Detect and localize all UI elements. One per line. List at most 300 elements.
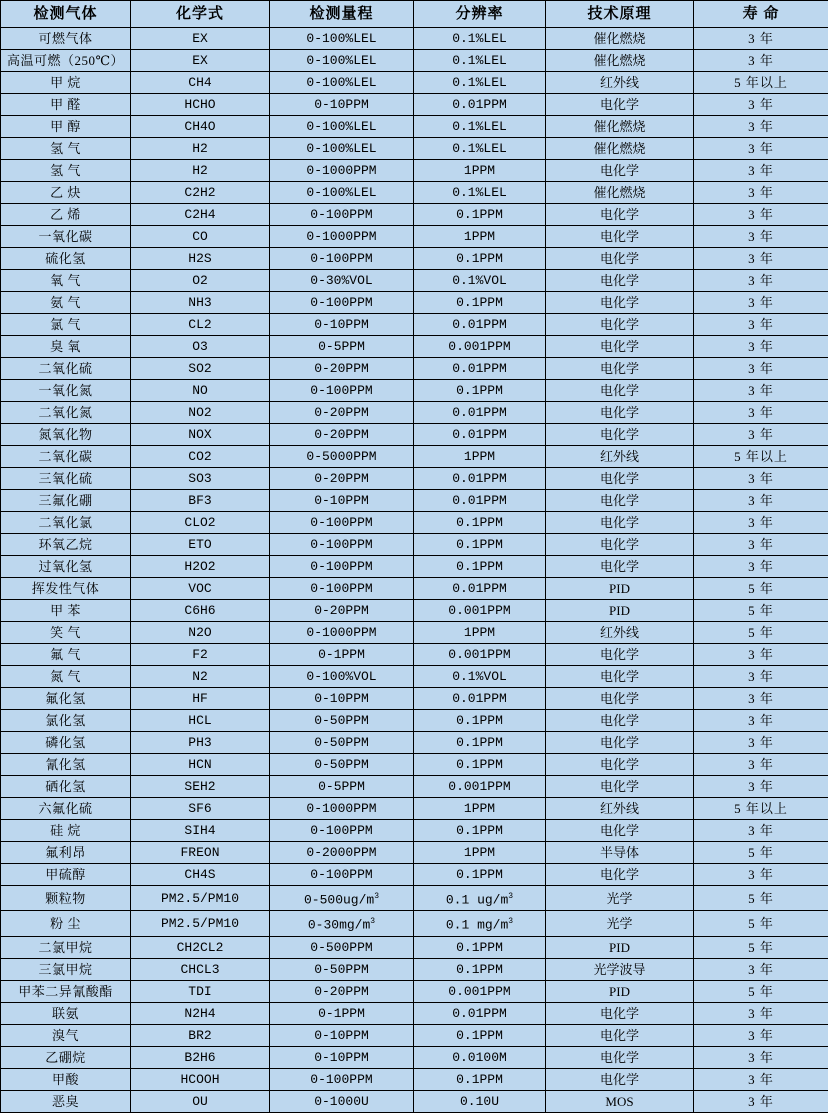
cell-resolution: 1PPM	[414, 226, 546, 248]
cell-gas: 氰化氢	[1, 754, 131, 776]
cell-gas: 甲 苯	[1, 600, 131, 622]
table-row	[1, 666, 828, 688]
cell-resolution: 0.1PPM	[414, 936, 546, 958]
cell-technology: 电化学	[546, 534, 694, 556]
cell-formula: B2H6	[131, 1046, 270, 1068]
cell-formula: BF3	[131, 490, 270, 512]
cell-gas: 过氧化氢	[1, 556, 131, 578]
cell-formula: EX	[131, 28, 270, 50]
cell-resolution: 0.1%LEL	[414, 116, 546, 138]
cell-range: 0-10PPM	[270, 1046, 414, 1068]
cell-range: 0-100PPM	[270, 534, 414, 556]
column-header-lifetime: 寿 命	[694, 1, 828, 28]
cell-lifetime: 5 年以上	[694, 72, 828, 94]
cell-technology: 催化燃烧	[546, 116, 694, 138]
cell-resolution: 0.1%VOL	[414, 270, 546, 292]
cell-range: 0-5PPM	[270, 336, 414, 358]
cell-gas: 氟利昂	[1, 842, 131, 864]
table-row	[1, 1024, 828, 1046]
cell-formula: CL2	[131, 314, 270, 336]
cell-resolution: 0.1%VOL	[414, 666, 546, 688]
table-row	[1, 424, 828, 446]
table-row	[1, 754, 828, 776]
table-row	[1, 28, 828, 50]
table-row	[1, 688, 828, 710]
cell-technology: PID	[546, 578, 694, 600]
cell-range: 0-20PPM	[270, 358, 414, 380]
cell-formula: CO2	[131, 446, 270, 468]
cell-gas: 恶臭	[1, 1090, 131, 1112]
cell-resolution: 0.001PPM	[414, 644, 546, 666]
cell-formula: C2H2	[131, 182, 270, 204]
cell-range: 0-100PPM	[270, 292, 414, 314]
cell-formula: CHCL3	[131, 958, 270, 980]
table-row	[1, 446, 828, 468]
cell-range: 0-20PPM	[270, 600, 414, 622]
cell-gas: 氯 气	[1, 314, 131, 336]
cell-technology: 催化燃烧	[546, 50, 694, 72]
table-row	[1, 292, 828, 314]
column-header-formula: 化学式	[131, 1, 270, 28]
table-row	[1, 94, 828, 116]
cell-technology: PID	[546, 936, 694, 958]
cell-resolution: 0.1PPM	[414, 204, 546, 226]
table-row	[1, 622, 828, 644]
cell-gas: 甲硫醇	[1, 864, 131, 886]
table-row	[1, 270, 828, 292]
table-row	[1, 248, 828, 270]
cell-range: 0-50PPM	[270, 732, 414, 754]
cell-gas: 三氯甲烷	[1, 958, 131, 980]
cell-formula: NO2	[131, 402, 270, 424]
cell-technology: 电化学	[546, 160, 694, 182]
cell-technology: 电化学	[546, 380, 694, 402]
cell-lifetime: 3 年	[694, 358, 828, 380]
cell-range: 0-2000PPM	[270, 842, 414, 864]
cell-gas: 一氧化氮	[1, 380, 131, 402]
cell-resolution: 0.10U	[414, 1090, 546, 1112]
cell-technology: 半导体	[546, 842, 694, 864]
cell-range: 0-100PPM	[270, 578, 414, 600]
cell-formula: SO2	[131, 358, 270, 380]
cell-resolution: 0.1PPM	[414, 534, 546, 556]
cell-range: 0-20PPM	[270, 980, 414, 1002]
cell-formula: HCHO	[131, 94, 270, 116]
cell-technology: 电化学	[546, 512, 694, 534]
cell-gas: 氨 气	[1, 292, 131, 314]
cell-formula: HCOOH	[131, 1068, 270, 1090]
cell-range: $0-500ug/m^3$	[270, 886, 414, 911]
cell-range: 0-10PPM	[270, 688, 414, 710]
cell-gas: 氮氧化物	[1, 424, 131, 446]
cell-lifetime: 3 年	[694, 1068, 828, 1090]
cell-lifetime: 3 年	[694, 402, 828, 424]
cell-lifetime: 3 年	[694, 204, 828, 226]
table-row	[1, 1090, 828, 1112]
cell-range: 0-5000PPM	[270, 446, 414, 468]
cell-formula: TDI	[131, 980, 270, 1002]
cell-gas: 氢 气	[1, 160, 131, 182]
cell-range: 0-50PPM	[270, 958, 414, 980]
cell-resolution: 0.1PPM	[414, 292, 546, 314]
cell-technology: PID	[546, 980, 694, 1002]
cell-gas: 氧 气	[1, 270, 131, 292]
column-header-range: 检测量程	[270, 1, 414, 28]
cell-gas: 二氧化氮	[1, 402, 131, 424]
cell-formula: O3	[131, 336, 270, 358]
table-row	[1, 534, 828, 556]
cell-resolution: 1PPM	[414, 798, 546, 820]
cell-range: 0-100%VOL	[270, 666, 414, 688]
cell-resolution: 0.001PPM	[414, 600, 546, 622]
cell-range: 0-1000PPM	[270, 622, 414, 644]
cell-lifetime: 3 年	[694, 864, 828, 886]
cell-range: 0-100PPM	[270, 1068, 414, 1090]
cell-range: 0-20PPM	[270, 402, 414, 424]
cell-formula: EX	[131, 50, 270, 72]
cell-technology: 电化学	[546, 292, 694, 314]
cell-formula: H2	[131, 138, 270, 160]
cell-lifetime: 3 年	[694, 380, 828, 402]
cell-resolution: 0.1PPM	[414, 864, 546, 886]
cell-gas: 二氧化硫	[1, 358, 131, 380]
table-row	[1, 138, 828, 160]
cell-gas: 甲 烷	[1, 72, 131, 94]
cell-resolution: 0.1%LEL	[414, 72, 546, 94]
cell-technology: 电化学	[546, 402, 694, 424]
cell-resolution: 1PPM	[414, 842, 546, 864]
table-row	[1, 1002, 828, 1024]
cell-formula: SEH2	[131, 776, 270, 798]
cell-gas: 三氟化硼	[1, 490, 131, 512]
table-header-row	[1, 1, 828, 28]
cell-resolution: 0.01PPM	[414, 358, 546, 380]
cell-gas: 二氧化碳	[1, 446, 131, 468]
cell-resolution: 0.001PPM	[414, 776, 546, 798]
table-row	[1, 50, 828, 72]
table-row	[1, 490, 828, 512]
cell-gas: 笑 气	[1, 622, 131, 644]
cell-resolution: 0.01PPM	[414, 490, 546, 512]
cell-lifetime: 3 年	[694, 688, 828, 710]
cell-technology: 电化学	[546, 1046, 694, 1068]
table-row	[1, 776, 828, 798]
cell-technology: 电化学	[546, 226, 694, 248]
cell-technology: 电化学	[546, 688, 694, 710]
cell-formula: H2	[131, 160, 270, 182]
cell-resolution: 0.1 $ug/m^3$	[414, 886, 546, 911]
cell-resolution: 0.1%LEL	[414, 50, 546, 72]
table-row	[1, 402, 828, 424]
cell-technology: 催化燃烧	[546, 28, 694, 50]
cell-lifetime: 3 年	[694, 248, 828, 270]
cell-range: 0-20PPM	[270, 424, 414, 446]
cell-gas: 氮 气	[1, 666, 131, 688]
cell-range: 0-100PPM	[270, 248, 414, 270]
cell-gas: 二氧化氯	[1, 512, 131, 534]
cell-range: 0-1PPM	[270, 644, 414, 666]
cell-technology: MOS	[546, 1090, 694, 1112]
table-row	[1, 72, 828, 94]
cell-formula: CH4S	[131, 864, 270, 886]
cell-formula: O2	[131, 270, 270, 292]
cell-gas: 氟 气	[1, 644, 131, 666]
cell-resolution: 0.1PPM	[414, 248, 546, 270]
cell-formula: H2O2	[131, 556, 270, 578]
cell-formula: SIH4	[131, 820, 270, 842]
cell-lifetime: 3 年	[694, 534, 828, 556]
table-row	[1, 226, 828, 248]
cell-gas: 环氧乙烷	[1, 534, 131, 556]
cell-gas: 颗粒物	[1, 886, 131, 911]
cell-gas: 挥发性气体	[1, 578, 131, 600]
table-row	[1, 886, 828, 911]
cell-formula: VOC	[131, 578, 270, 600]
table-row	[1, 380, 828, 402]
table-row	[1, 864, 828, 886]
cell-gas: 磷化氢	[1, 732, 131, 754]
cell-resolution: 0.1%LEL	[414, 28, 546, 50]
cell-formula: N2O	[131, 622, 270, 644]
cell-resolution: 0.1PPM	[414, 732, 546, 754]
table-row	[1, 732, 828, 754]
cell-range: 0-100PPM	[270, 204, 414, 226]
cell-resolution: 0.1PPM	[414, 556, 546, 578]
cell-gas: 六氟化硫	[1, 798, 131, 820]
cell-range: 0-1000PPM	[270, 798, 414, 820]
cell-technology: PID	[546, 600, 694, 622]
cell-range: 0-1000PPM	[270, 160, 414, 182]
cell-formula: OU	[131, 1090, 270, 1112]
table-row	[1, 710, 828, 732]
cell-range: 0-100PPM	[270, 512, 414, 534]
cell-lifetime: 3 年	[694, 182, 828, 204]
cell-gas: 甲 醇	[1, 116, 131, 138]
cell-lifetime: 3 年	[694, 666, 828, 688]
cell-lifetime: 5 年	[694, 600, 828, 622]
cell-lifetime: 3 年	[694, 732, 828, 754]
table-row	[1, 798, 828, 820]
cell-lifetime: 3 年	[694, 1002, 828, 1024]
cell-formula: PH3	[131, 732, 270, 754]
cell-lifetime: 3 年	[694, 512, 828, 534]
table-row	[1, 182, 828, 204]
cell-resolution: 0.001PPM	[414, 336, 546, 358]
cell-technology: 电化学	[546, 468, 694, 490]
cell-technology: 红外线	[546, 446, 694, 468]
cell-technology: 红外线	[546, 72, 694, 94]
cell-lifetime: 3 年	[694, 314, 828, 336]
cell-technology: 电化学	[546, 94, 694, 116]
table-row	[1, 1046, 828, 1068]
table-row	[1, 600, 828, 622]
table-row	[1, 556, 828, 578]
cell-lifetime: 5 年	[694, 622, 828, 644]
cell-formula: SF6	[131, 798, 270, 820]
cell-formula: H2S	[131, 248, 270, 270]
cell-technology: 红外线	[546, 798, 694, 820]
cell-technology: 光学	[546, 911, 694, 936]
cell-resolution: 0.1PPM	[414, 820, 546, 842]
cell-lifetime: 5 年	[694, 911, 828, 936]
cell-lifetime: 5 年	[694, 886, 828, 911]
cell-formula: N2H4	[131, 1002, 270, 1024]
cell-range: 0-100%LEL	[270, 28, 414, 50]
cell-formula: SO3	[131, 468, 270, 490]
cell-gas: 硒化氢	[1, 776, 131, 798]
cell-range: 0-100%LEL	[270, 182, 414, 204]
cell-technology: 电化学	[546, 644, 694, 666]
cell-resolution: 0.01PPM	[414, 402, 546, 424]
cell-resolution: 0.1PPM	[414, 1068, 546, 1090]
cell-gas: 联氨	[1, 1002, 131, 1024]
cell-gas: 粉 尘	[1, 911, 131, 936]
cell-range: 0-1PPM	[270, 1002, 414, 1024]
cell-range: 0-10PPM	[270, 314, 414, 336]
cell-range: 0-100%LEL	[270, 72, 414, 94]
table-row	[1, 936, 828, 958]
cell-resolution: 1PPM	[414, 160, 546, 182]
cell-lifetime: 5 年	[694, 842, 828, 864]
cell-range: 0-100PPM	[270, 556, 414, 578]
cell-range: 0-500PPM	[270, 936, 414, 958]
cell-lifetime: 3 年	[694, 958, 828, 980]
cell-technology: 电化学	[546, 248, 694, 270]
cell-technology: 电化学	[546, 1068, 694, 1090]
cell-gas: 硫化氢	[1, 248, 131, 270]
cell-resolution: 0.01PPM	[414, 578, 546, 600]
cell-technology: 电化学	[546, 864, 694, 886]
cell-technology: 电化学	[546, 270, 694, 292]
cell-resolution: 0.1PPM	[414, 958, 546, 980]
cell-gas: 乙 炔	[1, 182, 131, 204]
cell-formula: NH3	[131, 292, 270, 314]
cell-formula: C6H6	[131, 600, 270, 622]
cell-technology: 电化学	[546, 732, 694, 754]
cell-formula: FREON	[131, 842, 270, 864]
cell-range: 0-1000PPM	[270, 226, 414, 248]
cell-resolution: 0.01PPM	[414, 1002, 546, 1024]
cell-gas: 臭 氧	[1, 336, 131, 358]
table-body	[1, 28, 828, 1113]
cell-range: 0-100%LEL	[270, 138, 414, 160]
cell-technology: 电化学	[546, 314, 694, 336]
cell-range: 0-50PPM	[270, 754, 414, 776]
cell-lifetime: 3 年	[694, 50, 828, 72]
cell-resolution: 0.0100M	[414, 1046, 546, 1068]
cell-resolution: 1PPM	[414, 622, 546, 644]
cell-gas: 甲 醛	[1, 94, 131, 116]
table-row	[1, 468, 828, 490]
cell-range: 0-100%LEL	[270, 116, 414, 138]
cell-formula: BR2	[131, 1024, 270, 1046]
cell-resolution: 0.01PPM	[414, 94, 546, 116]
cell-formula: CH4O	[131, 116, 270, 138]
cell-gas: 可燃气体	[1, 28, 131, 50]
cell-lifetime: 5 年以上	[694, 446, 828, 468]
cell-range: $0-30mg/m^3$	[270, 911, 414, 936]
cell-lifetime: 3 年	[694, 1046, 828, 1068]
cell-lifetime: 3 年	[694, 468, 828, 490]
cell-technology: 红外线	[546, 622, 694, 644]
column-header-resolution: 分辨率	[414, 1, 546, 28]
cell-resolution: 0.1PPM	[414, 754, 546, 776]
cell-lifetime: 5 年	[694, 936, 828, 958]
cell-lifetime: 3 年	[694, 292, 828, 314]
cell-lifetime: 3 年	[694, 28, 828, 50]
cell-lifetime: 3 年	[694, 820, 828, 842]
cell-gas: 三氧化硫	[1, 468, 131, 490]
cell-gas: 二氯甲烷	[1, 936, 131, 958]
cell-range: 0-10PPM	[270, 1024, 414, 1046]
cell-resolution: 0.1%LEL	[414, 182, 546, 204]
cell-lifetime: 3 年	[694, 776, 828, 798]
cell-formula: HCL	[131, 710, 270, 732]
cell-range: 0-50PPM	[270, 710, 414, 732]
cell-formula: CH2CL2	[131, 936, 270, 958]
cell-formula: NOX	[131, 424, 270, 446]
cell-technology: 电化学	[546, 776, 694, 798]
cell-formula: N2	[131, 666, 270, 688]
cell-lifetime: 3 年	[694, 644, 828, 666]
cell-resolution: 0.1PPM	[414, 512, 546, 534]
cell-lifetime: 3 年	[694, 226, 828, 248]
cell-technology: 电化学	[546, 710, 694, 732]
cell-lifetime: 3 年	[694, 490, 828, 512]
table-row	[1, 911, 828, 936]
cell-technology: 电化学	[546, 204, 694, 226]
cell-formula: F2	[131, 644, 270, 666]
cell-technology: 电化学	[546, 820, 694, 842]
cell-range: 0-10PPM	[270, 94, 414, 116]
cell-resolution: 0.1PPM	[414, 380, 546, 402]
cell-formula: CO	[131, 226, 270, 248]
cell-lifetime: 3 年	[694, 754, 828, 776]
cell-range: 0-100PPM	[270, 820, 414, 842]
cell-gas: 氯化氢	[1, 710, 131, 732]
table-row	[1, 578, 828, 600]
cell-lifetime: 5 年	[694, 578, 828, 600]
cell-technology: 电化学	[546, 556, 694, 578]
cell-lifetime: 3 年	[694, 138, 828, 160]
table-row	[1, 958, 828, 980]
cell-technology: 电化学	[546, 358, 694, 380]
cell-range: 0-30%VOL	[270, 270, 414, 292]
cell-resolution: 0.1%LEL	[414, 138, 546, 160]
cell-resolution: 0.01PPM	[414, 688, 546, 710]
cell-range: 0-100%LEL	[270, 50, 414, 72]
cell-technology: 催化燃烧	[546, 138, 694, 160]
cell-range: 0-1000U	[270, 1090, 414, 1112]
cell-resolution: 0.01PPM	[414, 468, 546, 490]
table-row	[1, 204, 828, 226]
cell-formula: ETO	[131, 534, 270, 556]
cell-gas: 乙 烯	[1, 204, 131, 226]
cell-formula: CLO2	[131, 512, 270, 534]
cell-resolution: 1PPM	[414, 446, 546, 468]
table-row	[1, 820, 828, 842]
table-row	[1, 644, 828, 666]
cell-gas: 溴气	[1, 1024, 131, 1046]
cell-technology: 电化学	[546, 1002, 694, 1024]
cell-lifetime: 3 年	[694, 270, 828, 292]
cell-gas: 甲苯二异氰酸酯	[1, 980, 131, 1002]
cell-formula: CH4	[131, 72, 270, 94]
cell-lifetime: 3 年	[694, 1090, 828, 1112]
cell-lifetime: 3 年	[694, 424, 828, 446]
cell-lifetime: 3 年	[694, 556, 828, 578]
cell-lifetime: 3 年	[694, 160, 828, 182]
